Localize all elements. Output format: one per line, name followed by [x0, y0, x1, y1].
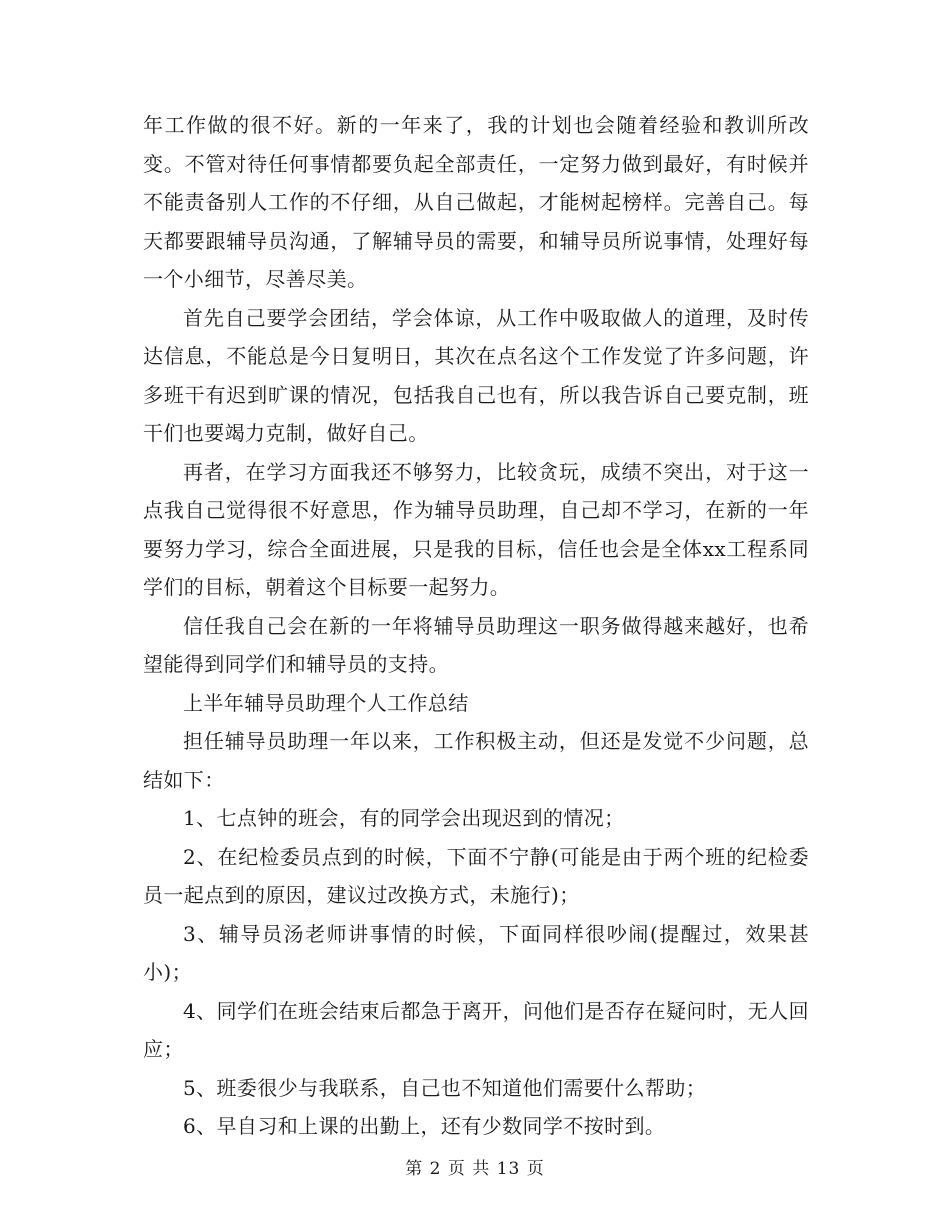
footer-prefix: 第	[405, 1159, 424, 1179]
paragraph-intro: 担任辅导员助理一年以来，工作积极主动，但还是发觉不少问题，总结如下：	[143, 729, 809, 792]
list-item-4: 4、同学们在班会结束后都急于离开，问他们是否存在疑问时，无人回应；	[143, 998, 809, 1061]
footer-total-pages: 13	[496, 1159, 521, 1179]
page-footer	[0, 1154, 950, 1179]
footer-middle: 页 共	[447, 1159, 491, 1179]
list-item-1: 1、七点钟的班会，有的同学会出现迟到的情况；	[183, 806, 625, 830]
paragraph-4: 信任我自己会在新的一年将辅导员助理这一职务做得越来越好，也希望能得到同学们和辅导员的支持。	[143, 613, 809, 676]
list-item-2: 2、在纪检委员点到的时候，下面不宁静(可能是由于两个班的纪检委员一起点到的原因，建议过改换方式，未施行)；	[143, 844, 809, 907]
list-item-6: 6、早自习和上课的出勤上，还有少数同学不按时到。	[183, 1114, 666, 1138]
footer-suffix: 页	[526, 1159, 545, 1179]
paragraph-2: 首先自己要学会团结，学会体谅，从工作中吸取做人的道理，及时传达信息，不能总是今日复明日，其次在点名这个工作发觉了许多问题，许多班干有迟到旷课的情况，包括我自己也有，所以我告诉自己要克制，班干们也要竭力克制，做好自己。	[143, 305, 809, 445]
paragraph-3: 再者，在学习方面我还不够努力，比较贪玩，成绩不突出，对于这一点我自己觉得很不好意思，作为辅导员助理，自己却不学习，在新的一年要努力学习，综合全面进展，只是我的目标，信任也会是全体xx工程系同学们的目标，朝着这个目标要一起努力。	[143, 459, 809, 599]
list-item-5: 5、班委很少与我联系，自己也不知道他们需要什么帮助；	[183, 1075, 707, 1100]
section-title: 上半年辅导员助理个人工作总结	[183, 690, 469, 715]
paragraph-1: 年工作做的很不好。新的一年来了，我的计划也会随着经验和教训所改变。不管对待任何事情都要负起全部责任，一定努力做到最好，有时候并不能责备别人工作的不仔细，从自己做起，才能树起榜样。完善自己。每天都要跟辅导员沟通，了解辅导员的需要，和辅导员所说事情，处理好每一个小细节，尽善尽美。	[143, 113, 809, 291]
document-body	[143, 106, 809, 1146]
list-item-3: 3、辅导员汤老师讲事情的时候，下面同样很吵闹(提醒过，效果甚小)；	[143, 921, 809, 984]
footer-current-page: 2	[429, 1159, 442, 1179]
